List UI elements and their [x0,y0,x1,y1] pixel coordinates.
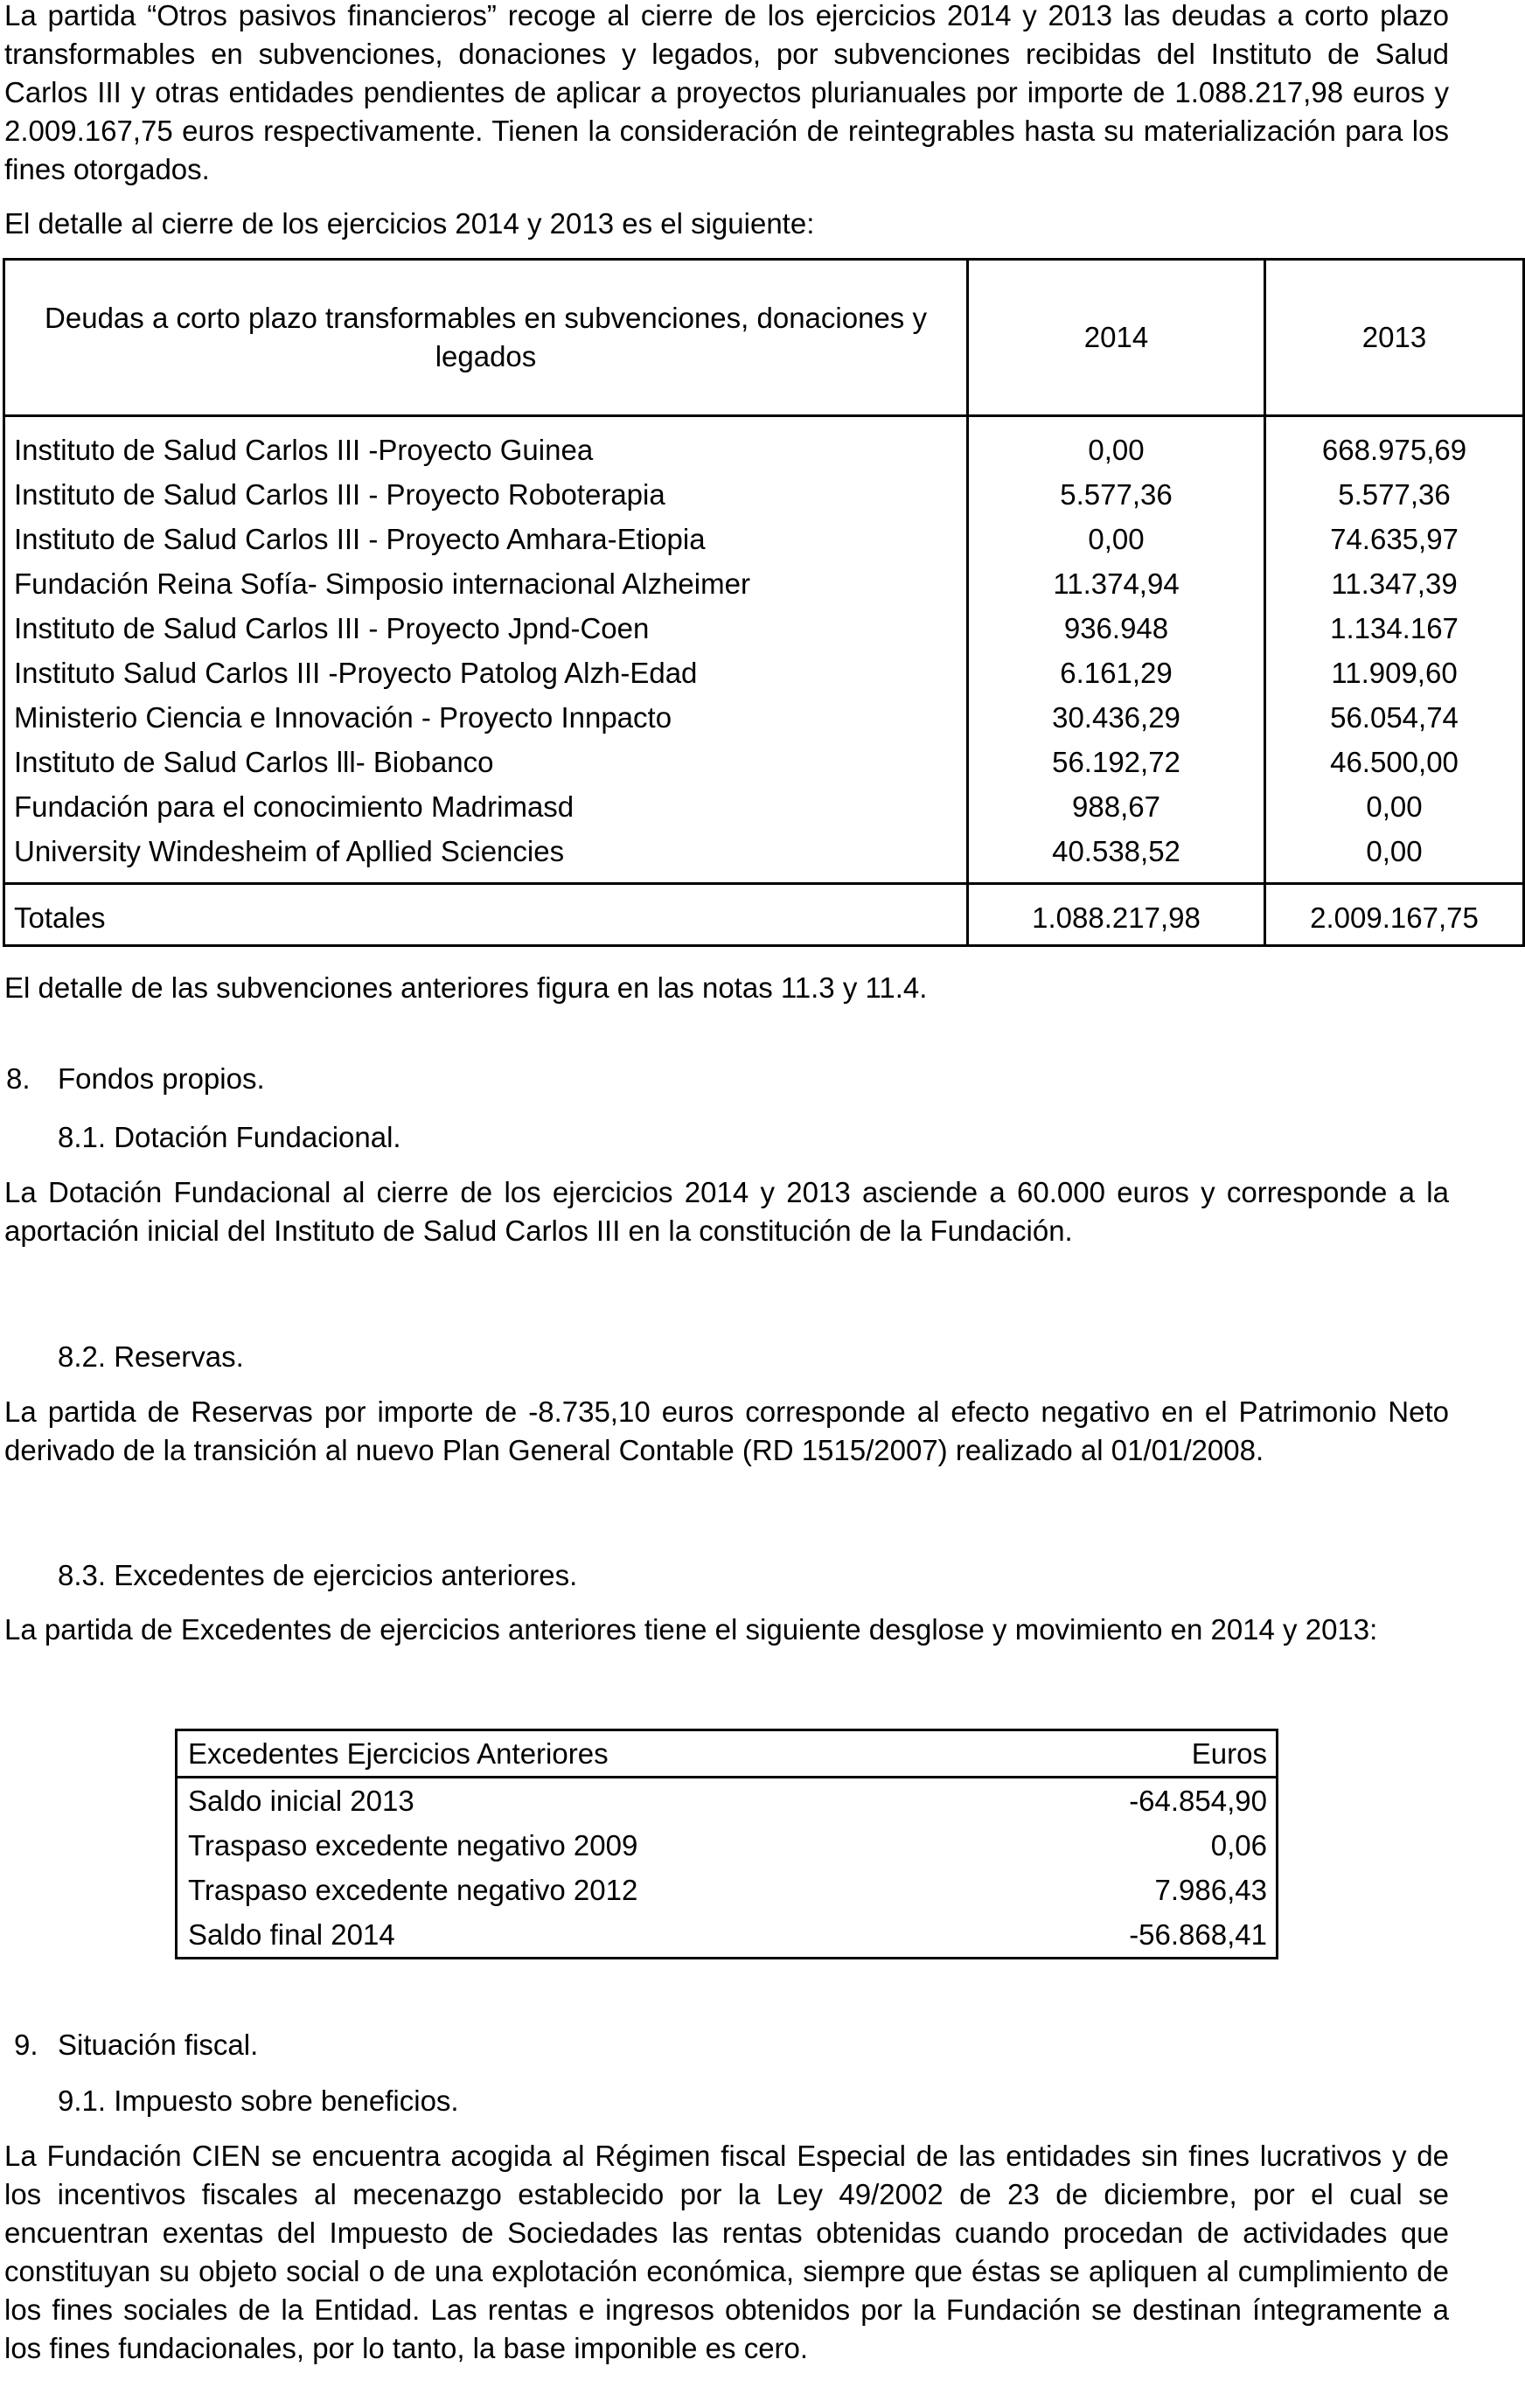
row-label: Fundación Reina Sofía- Simposio internacional Alzheimer [14,567,750,600]
value-2014: 56.192,72 [1052,746,1180,778]
table-row [177,1778,1278,1824]
excedentes-row-value: -64.854,90 [727,1778,1278,1824]
value-2013: 56.054,74 [1330,701,1459,734]
section-9-heading [14,2026,259,2064]
paragraph-intro: La partida “Otros pasivos financieros” recoge al cierre de los ejercicios 2014 y 2013 las deudas a corto plazo transformables en subvenciones, donaciones y legados, por subvenciones recibidas del Instituto de Salud Carlos III y otras entidades pendientes de aplicar a proyectos plurianuales por importe de 1.088.217,98 euros y 2.009.167,75 euros respectivamente. Tienen la consideración de reintegrables hasta su materialización para los fines otorgados. [4,0,1449,185]
excedentes-row-label: Traspaso excedente negativo 2012 [177,1868,728,1912]
value-2013: 11.347,39 [1331,567,1458,600]
row-label: Fundación para el conocimiento Madrimasd [14,790,574,823]
row-label: Instituto Salud Carlos III -Proyecto Patolog Alzh-Edad [14,657,698,689]
header-2014: 2014 [968,260,1265,416]
deudas-table [3,258,1525,947]
total-2014: 1.088.217,98 [968,884,1265,946]
section-8-title: Fondos propios. [58,1062,265,1095]
section-8-1-heading: 8.1. Dotación Fundacional. [58,1121,401,1153]
excedentes-row-label: Traspaso excedente negativo 2009 [177,1823,728,1868]
value-2014: 11.374,94 [1053,567,1180,600]
table-row [177,1912,1278,1959]
section-9-1-heading: 9.1. Impuesto sobre beneficios. [58,2084,459,2117]
excedentes-table [175,1729,1278,1959]
excedentes-row-label: Saldo final 2014 [177,1912,728,1959]
total-label: Totales [4,884,968,946]
row-labels-column [4,416,968,884]
paragraph-fiscal: La Fundación CIEN se encuentra acogida al Régimen fiscal Especial de las entidades sin fines lucrativos y de los incentivos fiscales al mecenazgo establecido por la Ley 49/2002 de 23 de diciembre, por el cual se encuentran exentas del Impuesto de Sociedades las rentas obtenidas cuando procedan de actividades que constituyan su objeto social o de una explotación económica, siempre que éstas se apliquen al cumplimiento de los fines sociales de la Entidad. Las rentas e ingresos obtenidos por la Fundación se destinan íntegramente a los fines fundacionales, por lo tanto, la base imponible es cero. [4,2140,1449,2364]
paragraph-notas: El detalle de las subvenciones anteriores figura en las notas 11.3 y 11.4. [4,971,928,1004]
table-row [177,1823,1278,1868]
value-2014: 0,00 [1088,523,1145,555]
section-9-number: 9. [14,2029,38,2061]
value-2013: 74.635,97 [1330,523,1459,555]
value-2014: 0,00 [1088,434,1145,466]
paragraph-reservas: La partida de Reservas por importe de -8.735,10 euros corresponde al efecto negativo en el Patrimonio Neto derivado de la transición al nuevo Plan General Contable (RD 1515/2007) realizado al 01/01/2008. [4,1395,1449,1466]
paragraph-dotacion: La Dotación Fundacional al cierre de los ejercicios 2014 y 2013 asciende a 60.000 euros y corresponde a la aportación inicial del Instituto de Salud Carlos III en la constitución de la Fundación. [4,1176,1449,1247]
values-2014-column [968,416,1265,884]
value-2014: 5.577,36 [1060,478,1173,511]
row-label: Instituto de Salud Carlos lll- Biobanco [14,746,494,778]
total-2013: 2.009.167,75 [1265,884,1524,946]
value-2013: 11.909,60 [1331,657,1458,689]
section-8-2-heading: 8.2. Reservas. [58,1340,244,1373]
value-2013: 668.975,69 [1321,434,1467,466]
section-8-number: 8. [6,1062,31,1095]
deudas-table-header [4,260,1524,416]
header-description: Deudas a corto plazo transformables en subvenciones, donaciones y legados [4,260,968,416]
section-8-3-heading: 8.3. Excedentes de ejercicios anteriores. [58,1559,578,1591]
header-2013: 2013 [1265,260,1524,416]
excedentes-row-value: 7.986,43 [727,1868,1278,1912]
excedentes-header-label: Excedentes Ejercicios Anteriores [177,1730,728,1778]
row-label: University Windesheim of Apllied Sciencies [14,835,565,867]
row-label: Instituto de Salud Carlos III - Proyecto Jpnd-Coen [14,612,650,644]
table-row [177,1868,1278,1912]
value-2013: 46.500,00 [1330,746,1459,778]
excedentes-row-value: 0,06 [727,1823,1278,1868]
value-2014: 988,67 [1072,790,1160,823]
value-2014: 40.538,52 [1052,835,1180,867]
excedentes-table-header [177,1730,1278,1778]
value-2013: 1.134.167 [1330,612,1459,644]
value-2013: 5.577,36 [1338,478,1451,511]
value-2014: 936.948 [1063,612,1169,644]
value-2014: 30.436,29 [1052,701,1180,734]
section-9-title: Situación fiscal. [58,2029,259,2061]
deudas-table-body [4,416,1524,884]
row-label: Instituto de Salud Carlos III - Proyecto Amhara-Etiopia [14,523,706,555]
excedentes-row-label: Saldo inicial 2013 [177,1778,728,1824]
value-2014: 6.161,29 [1060,657,1173,689]
value-2013: 0,00 [1366,790,1423,823]
row-label: Ministerio Ciencia e Innovación - Proyecto Innpacto [14,701,672,734]
row-label: Instituto de Salud Carlos III - Proyecto Roboterapia [14,478,665,511]
deudas-table-total-row [4,884,1524,946]
section-8-heading [6,1060,265,1098]
excedentes-header-value: Euros [727,1730,1278,1778]
value-2013: 0,00 [1366,835,1423,867]
paragraph-excedentes: La partida de Excedentes de ejercicios anteriores tiene el siguiente desglose y movimiento en 2014 y 2013: [4,1613,1378,1646]
paragraph-detalle: El detalle al cierre de los ejercicios 2014 y 2013 es el siguiente: [4,207,815,240]
values-2013-column [1265,416,1524,884]
row-label: Instituto de Salud Carlos III -Proyecto Guinea [14,434,594,466]
excedentes-row-value: -56.868,41 [727,1912,1278,1959]
